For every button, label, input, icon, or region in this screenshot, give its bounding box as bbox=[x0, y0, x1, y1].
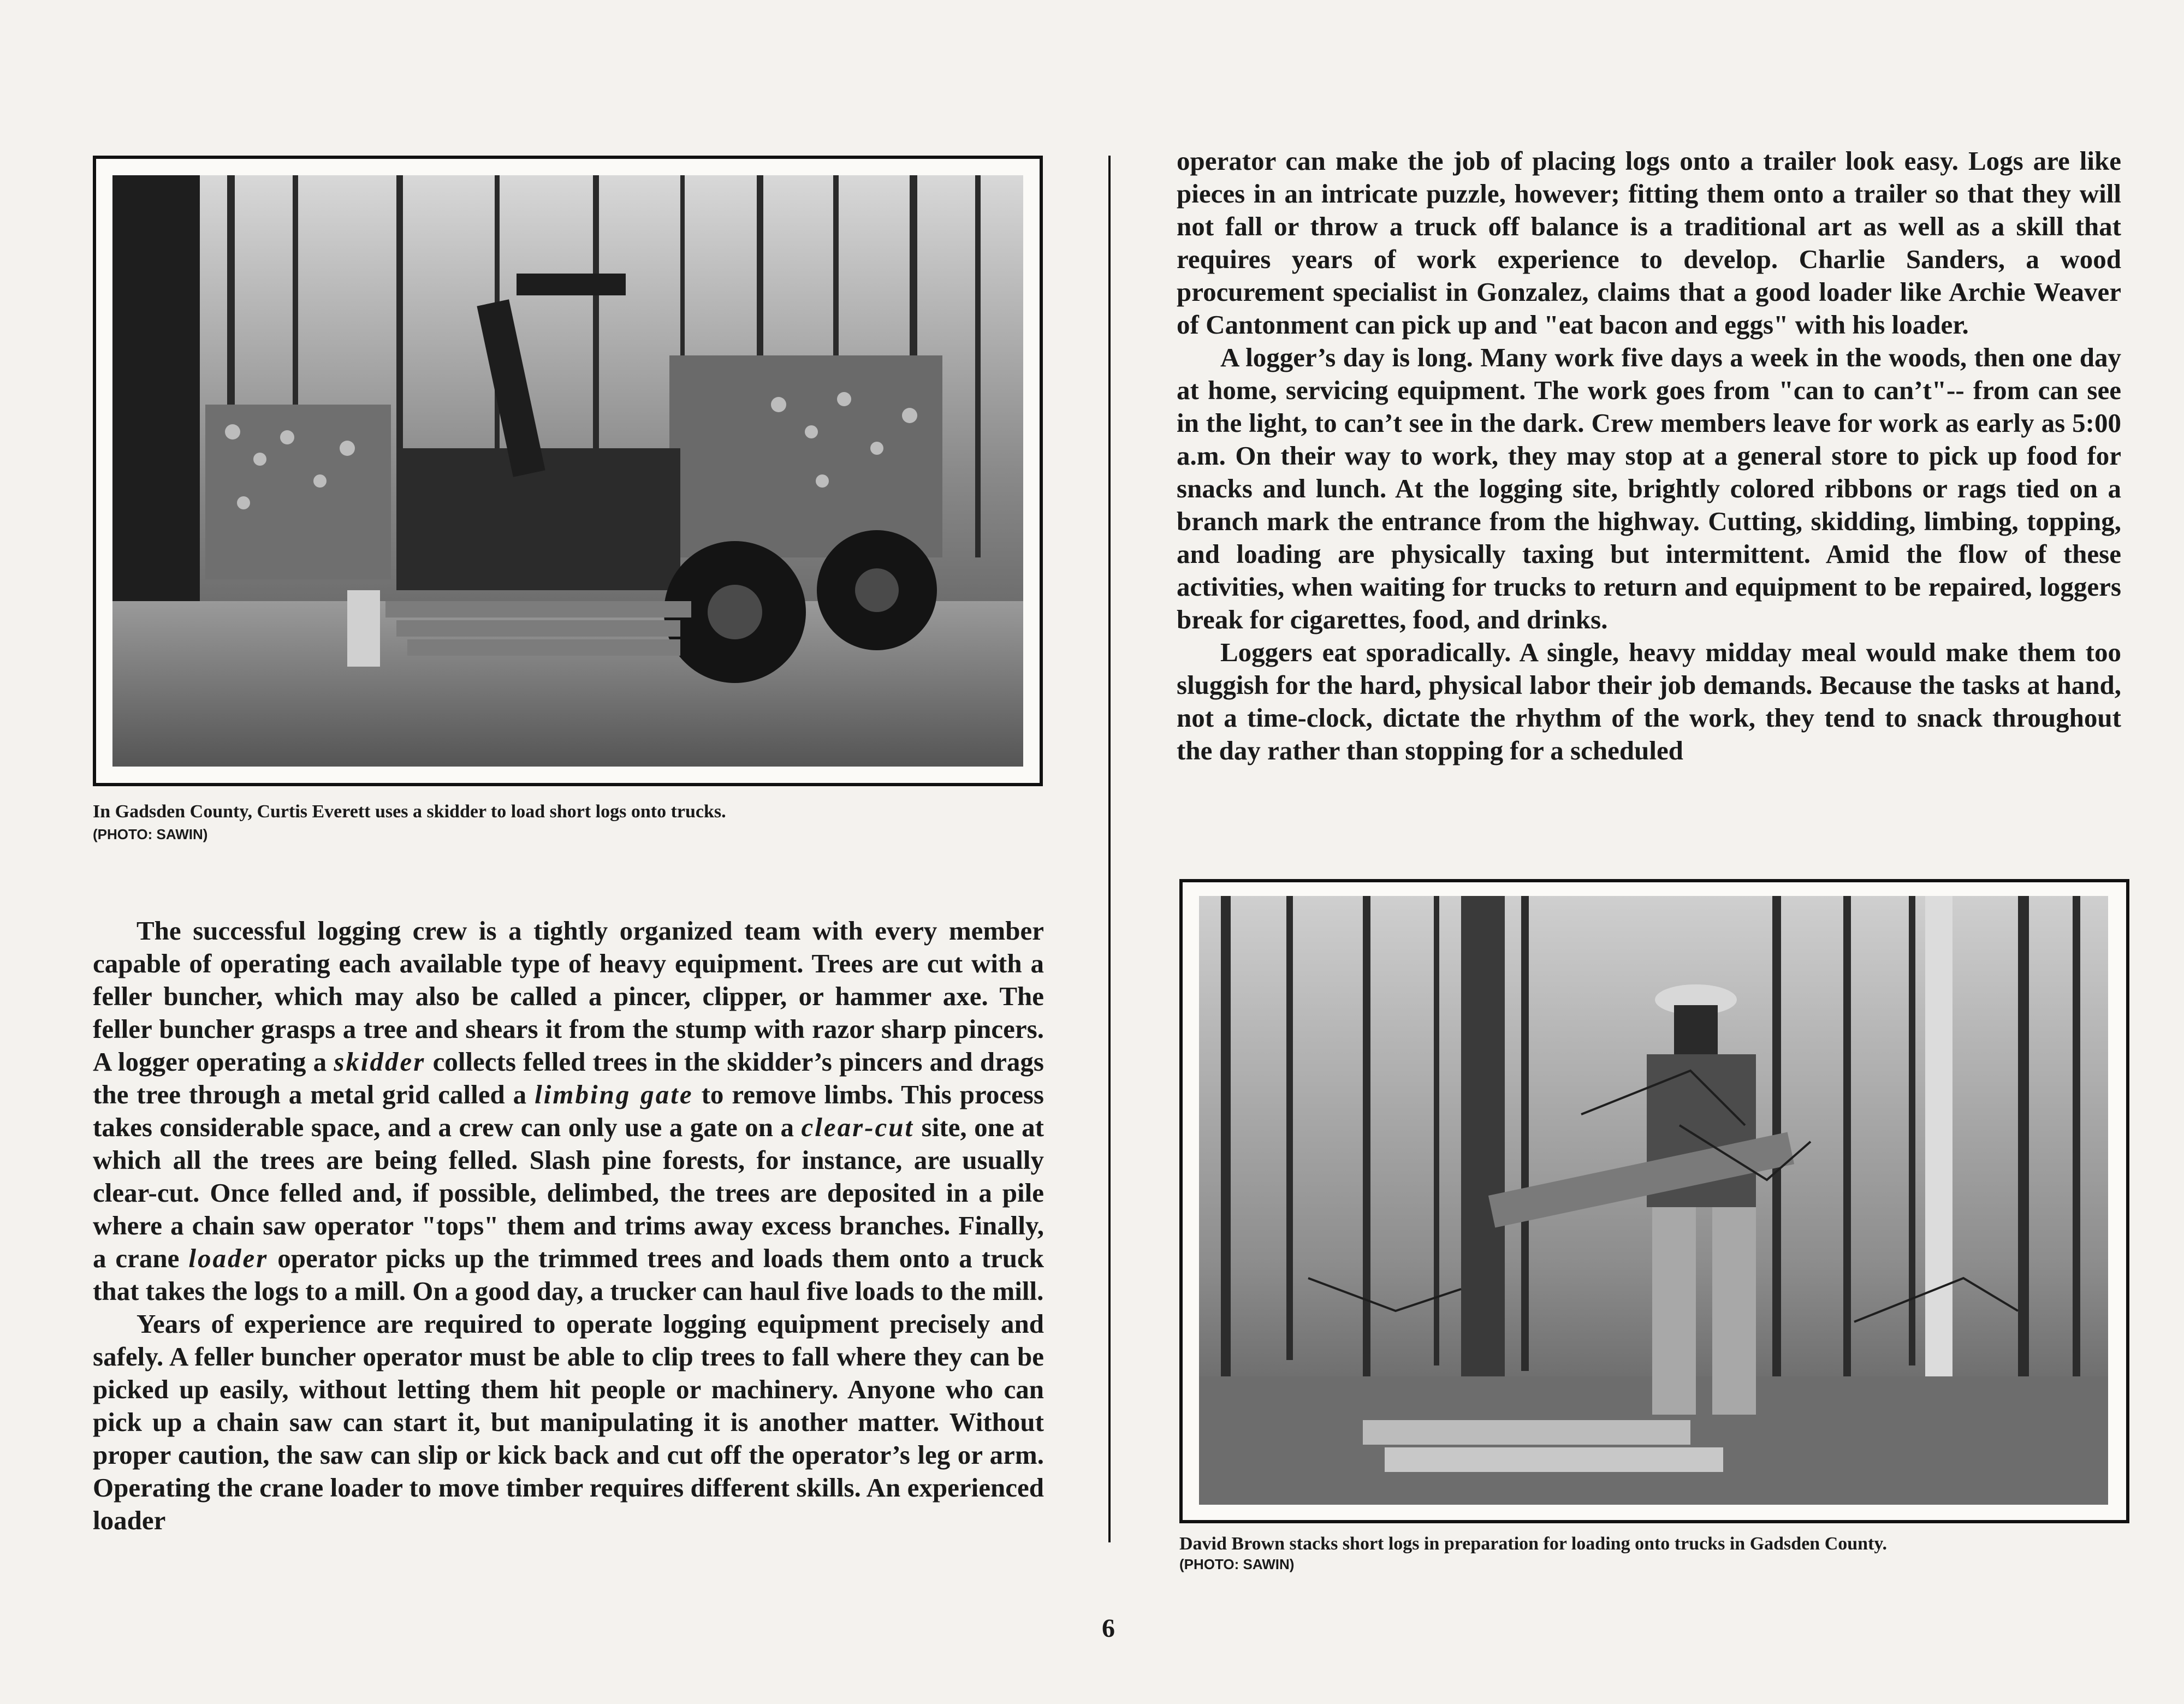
left-body-text bbox=[93, 915, 1044, 1537]
right-paragraph-2 bbox=[1177, 341, 2121, 636]
photo1-credit: (PHOTO: SAWIN) bbox=[93, 826, 208, 842]
text-run: operator picks up the trimmed trees and loads them onto a truck that takes the logs to a mill. On a good day, a trucker can haul five loads to the mill. bbox=[93, 1243, 1044, 1306]
logger-photo bbox=[1199, 896, 2108, 1505]
photo2-caption: David Brown stacks short logs in preparation for loading onto trucks in Gadsden County. bbox=[1179, 1534, 1888, 1554]
photo-frame-skidder bbox=[93, 156, 1043, 786]
italic-term-skidder: skidder bbox=[334, 1047, 426, 1077]
text-run: Years of experience are required to operate logging equipment precisely and safely. A feller buncher operator must be able to clip trees to fall where they can be picked up easily, without letting them hit people or machinery. Anyone who can pick up a chain saw can start it, but manipulating it is another matter. Without proper caution, the saw can slip or kick back and cut off the operator’s leg or arm. Operating the crane loader to move timber requires different skills. An experienced loader bbox=[93, 1309, 1044, 1535]
left-paragraph-1 bbox=[93, 915, 1044, 1308]
right-page bbox=[1092, 0, 2184, 1704]
italic-term-clear-cut: clear-cut bbox=[801, 1112, 915, 1142]
italic-term-loader: loader bbox=[188, 1243, 269, 1273]
italic-term-limbing-gate: limbing gate bbox=[535, 1079, 693, 1109]
text-run: Loggers eat sporadically. A single, heavy midday meal would make them too sluggish for the hard, physical labor their job demands. Because the tasks at hand, not a time-clock, dictate the rhythm of the work, they tend to snack throughout the day rather than stopping for a scheduled bbox=[1177, 637, 2121, 765]
skidder-photo bbox=[112, 175, 1023, 767]
text-run: The successful logging crew is a tightly organized team with every member capable of operating each available type of heavy equipment. Trees are cut with a feller buncher, which may also be called a pincer, clipper, or hammer axe. The feller buncher grasps a tree and shears it from the stump with razor sharp pincers. A logger operating a bbox=[93, 916, 1044, 1077]
skidder-photo-icon bbox=[112, 175, 1023, 767]
logger-photo-icon bbox=[1199, 896, 2108, 1505]
right-body-text bbox=[1177, 145, 2121, 767]
text-run: collects felled trees in the skidder’s pincers and drags the tree through a metal grid called a bbox=[93, 1047, 1044, 1109]
right-paragraph-3 bbox=[1177, 636, 2121, 767]
text-run: operator can make the job of placing logs onto a trailer look easy. Logs are like pieces in an intricate puzzle, however; fitting them onto a trailer so that they will not fall or throw a truck off balance is a traditional art as well as a skill that requires years of work experience to develop. Charlie Sanders, a wood procurement specialist in Gonzalez, claims that a good loader like Archie Weaver of Cantonment can pick up and "eat bacon and eggs" with his loader. bbox=[1177, 146, 2121, 340]
text-run: to remove limbs. This process takes considerable space, and a crew can only use a gate on a bbox=[93, 1079, 1044, 1142]
photo1-caption: In Gadsden County, Curtis Everett uses a skidder to load short logs onto trucks. bbox=[93, 801, 726, 822]
text-run: site, one at which all the trees are being felled. Slash pine forests, for instance, are usually clear-cut. Once felled and, if possible, delimbed, the trees are deposited in a pile where a chain saw operator "tops" them and trims away excess branches. Finally, a crane bbox=[93, 1112, 1044, 1273]
left-paragraph-2 bbox=[93, 1308, 1044, 1537]
photo2-credit: (PHOTO: SAWIN) bbox=[1179, 1556, 1295, 1572]
text-run: A logger’s day is long. Many work five days a week in the woods, then one day at home, servicing equipment. The work goes from "can to can’t"-- from can see in the light, to can’t see in the dark. Crew members leave for work as early as 5:00 a.m. On their way to work, they may stop at a general store to pick up food for snacks and lunch. At the logging site, brightly colored ribbons or rags tied on a branch mark the entrance from the highway. Cutting, skidding, limbing, topping, and loading are physically taxing but intermittent. Amid the flow of these activities, when waiting for trucks to return and equipment to be repaired, loggers break for cigarettes, food, and drinks. bbox=[1177, 342, 2121, 634]
right-paragraph-1 bbox=[1177, 145, 2121, 341]
photo-frame-logger bbox=[1179, 879, 2129, 1523]
page-number: 6 bbox=[1102, 1614, 1115, 1643]
